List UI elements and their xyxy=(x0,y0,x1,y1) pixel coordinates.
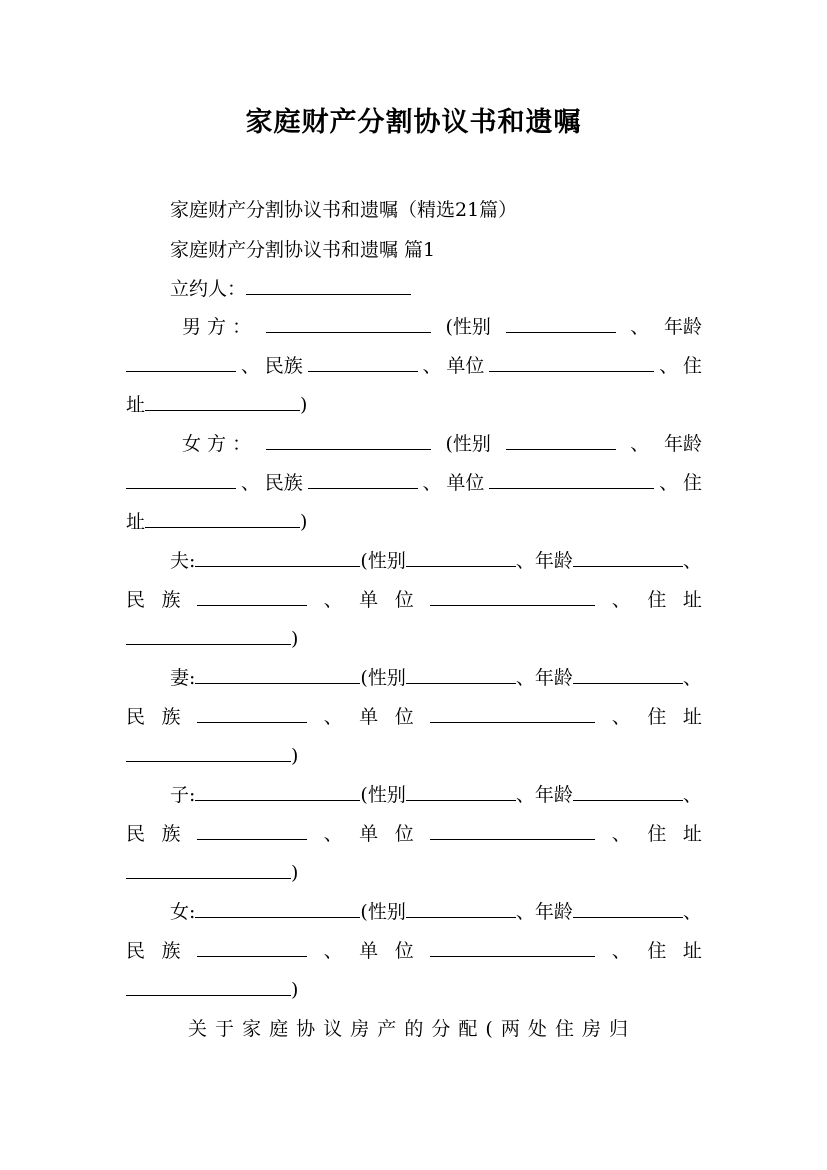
male-address-blank[interactable] xyxy=(145,392,300,411)
separator: 、 xyxy=(323,706,343,728)
separator: 、 xyxy=(323,589,343,611)
ethnic-label: 民族 xyxy=(264,472,303,494)
gender-label: (性别 xyxy=(360,901,406,923)
female-age-blank[interactable] xyxy=(126,470,236,489)
husband-age-blank[interactable] xyxy=(573,548,683,567)
male-row-3 xyxy=(126,391,702,419)
daughter-row-2 xyxy=(126,937,702,965)
female-row-1 xyxy=(182,430,702,458)
female-gender-blank[interactable] xyxy=(506,431,616,450)
separator: 、 xyxy=(240,472,260,494)
gender-label: (性别 xyxy=(360,667,406,689)
close-paren: ) xyxy=(291,979,299,1001)
close-paren: ) xyxy=(300,511,308,533)
son-label: 子: xyxy=(170,784,196,806)
unit-label: 单 xyxy=(359,589,379,611)
female-row-3 xyxy=(126,508,702,536)
subtitle: 家庭财产分割协议书和遗嘱（精选21篇） xyxy=(170,199,518,221)
close-paren: ) xyxy=(300,394,308,416)
unit-label: 位 xyxy=(394,589,414,611)
male-label: 男 方 ： xyxy=(182,316,252,338)
separator: 、 xyxy=(611,823,631,845)
li-yue-ren-label: 立约人： xyxy=(170,278,247,300)
son-age-blank[interactable] xyxy=(573,782,683,801)
separator: 、 xyxy=(659,472,679,494)
male-row-1 xyxy=(182,313,702,341)
address-label: 址 xyxy=(126,394,146,416)
daughter-ethnic-blank[interactable] xyxy=(197,938,307,957)
separator: 、 xyxy=(682,667,702,689)
separator: 、 xyxy=(323,940,343,962)
address-label: 址 xyxy=(682,940,702,962)
unit-label: 单位 xyxy=(446,472,485,494)
female-name-blank[interactable] xyxy=(266,431,431,450)
male-unit-blank[interactable] xyxy=(489,353,654,372)
wife-gender-blank[interactable] xyxy=(406,665,516,684)
unit-label: 单 xyxy=(359,823,379,845)
gender-label: (性别 xyxy=(445,433,491,455)
age-label: 、年龄 xyxy=(515,784,573,806)
son-unit-blank[interactable] xyxy=(430,821,595,840)
separator: 、 xyxy=(682,784,702,806)
close-paren: ) xyxy=(291,628,299,650)
address-label: 址 xyxy=(682,823,702,845)
ethnic-label: 民族 xyxy=(264,355,303,377)
age-label: 、年龄 xyxy=(515,901,573,923)
husband-row-2 xyxy=(126,586,702,614)
son-row-3 xyxy=(126,859,702,887)
wife-ethnic-blank[interactable] xyxy=(197,704,307,723)
wife-label: 妻: xyxy=(170,667,196,689)
ethnic-label: 族 xyxy=(161,823,181,845)
separator: 、 xyxy=(323,823,343,845)
son-name-blank[interactable] xyxy=(195,782,360,801)
wife-address-blank[interactable] xyxy=(126,743,291,762)
husband-address-blank[interactable] xyxy=(126,626,291,645)
age-label: 年龄 xyxy=(663,433,702,455)
unit-label: 位 xyxy=(394,823,414,845)
li-yue-ren-blank[interactable] xyxy=(246,276,411,295)
husband-row-3 xyxy=(126,625,702,653)
separator: 、 xyxy=(611,940,631,962)
address-label: 住 xyxy=(682,472,702,494)
daughter-name-blank[interactable] xyxy=(195,899,360,918)
address-label: 址 xyxy=(682,706,702,728)
ethnic-label: 族 xyxy=(161,589,181,611)
husband-unit-blank[interactable] xyxy=(430,587,595,606)
husband-name-blank[interactable] xyxy=(195,548,360,567)
husband-gender-blank[interactable] xyxy=(406,548,516,567)
son-address-blank[interactable] xyxy=(126,860,291,879)
wife-age-blank[interactable] xyxy=(573,665,683,684)
address-label: 住 xyxy=(647,706,667,728)
close-paren: ) xyxy=(291,862,299,884)
daughter-row-3 xyxy=(126,976,702,1004)
age-label: 、年龄 xyxy=(515,667,573,689)
husband-label: 夫: xyxy=(170,550,196,572)
unit-label: 单 xyxy=(359,940,379,962)
male-age-blank[interactable] xyxy=(126,353,236,372)
ethnic-label: 民 xyxy=(126,706,146,728)
address-label: 住 xyxy=(682,355,702,377)
address-label: 址 xyxy=(682,589,702,611)
unit-label: 位 xyxy=(394,706,414,728)
daughter-address-blank[interactable] xyxy=(126,977,291,996)
male-ethnic-blank[interactable] xyxy=(308,353,418,372)
article-heading: 家庭财产分割协议书和遗嘱 篇1 xyxy=(170,239,436,261)
address-label: 址 xyxy=(126,511,146,533)
husband-row-1 xyxy=(170,547,702,575)
age-label: 年龄 xyxy=(663,316,702,338)
separator: 、 xyxy=(422,472,442,494)
daughter-row-1 xyxy=(170,898,702,926)
ethnic-label: 民 xyxy=(126,589,146,611)
wife-row-3 xyxy=(126,742,702,770)
daughter-label: 女: xyxy=(170,901,196,923)
wife-row-2 xyxy=(126,703,702,731)
close-paren: ) xyxy=(291,745,299,767)
female-ethnic-blank[interactable] xyxy=(308,470,418,489)
address-label: 住 xyxy=(647,823,667,845)
daughter-unit-blank[interactable] xyxy=(430,938,595,957)
address-label: 住 xyxy=(647,940,667,962)
male-gender-blank[interactable] xyxy=(506,314,616,333)
male-row-2 xyxy=(126,352,702,380)
separator: 、 xyxy=(611,589,631,611)
separator: 、 xyxy=(659,355,679,377)
separator: 、 xyxy=(630,316,650,338)
separator: 、 xyxy=(611,706,631,728)
daughter-gender-blank[interactable] xyxy=(406,899,516,918)
unit-label: 单 xyxy=(359,706,379,728)
unit-label: 单位 xyxy=(446,355,485,377)
female-row-2 xyxy=(126,469,702,497)
separator: 、 xyxy=(682,550,702,572)
male-name-blank[interactable] xyxy=(266,314,431,333)
house-distribution-paragraph: 关 于 家 庭 协 议 房 产 的 分 配 ( 两 处 住 房 归 xyxy=(188,1018,630,1040)
ethnic-label: 族 xyxy=(161,706,181,728)
separator: 、 xyxy=(422,355,442,377)
age-label: 、年龄 xyxy=(515,550,573,572)
son-row-1 xyxy=(170,781,702,809)
gender-label: (性别 xyxy=(445,316,491,338)
wife-unit-blank[interactable] xyxy=(430,704,595,723)
address-label: 住 xyxy=(647,589,667,611)
li-yue-ren-row xyxy=(170,275,746,303)
separator: 、 xyxy=(240,355,260,377)
wife-name-blank[interactable] xyxy=(195,665,360,684)
female-unit-blank[interactable] xyxy=(489,470,654,489)
gender-label: (性别 xyxy=(360,784,406,806)
daughter-age-blank[interactable] xyxy=(573,899,683,918)
ethnic-label: 民 xyxy=(126,823,146,845)
wife-row-1 xyxy=(170,664,702,692)
unit-label: 位 xyxy=(394,940,414,962)
separator: 、 xyxy=(682,901,702,923)
son-ethnic-blank[interactable] xyxy=(197,821,307,840)
document-title: 家庭财产分割协议书和遗嘱 xyxy=(245,107,582,138)
son-gender-blank[interactable] xyxy=(406,782,516,801)
ethnic-label: 族 xyxy=(161,940,181,962)
son-row-2 xyxy=(126,820,702,848)
female-address-blank[interactable] xyxy=(145,509,300,528)
separator: 、 xyxy=(630,433,650,455)
female-label: 女 方 ： xyxy=(182,433,252,455)
husband-ethnic-blank[interactable] xyxy=(197,587,307,606)
ethnic-label: 民 xyxy=(126,940,146,962)
gender-label: (性别 xyxy=(360,550,406,572)
